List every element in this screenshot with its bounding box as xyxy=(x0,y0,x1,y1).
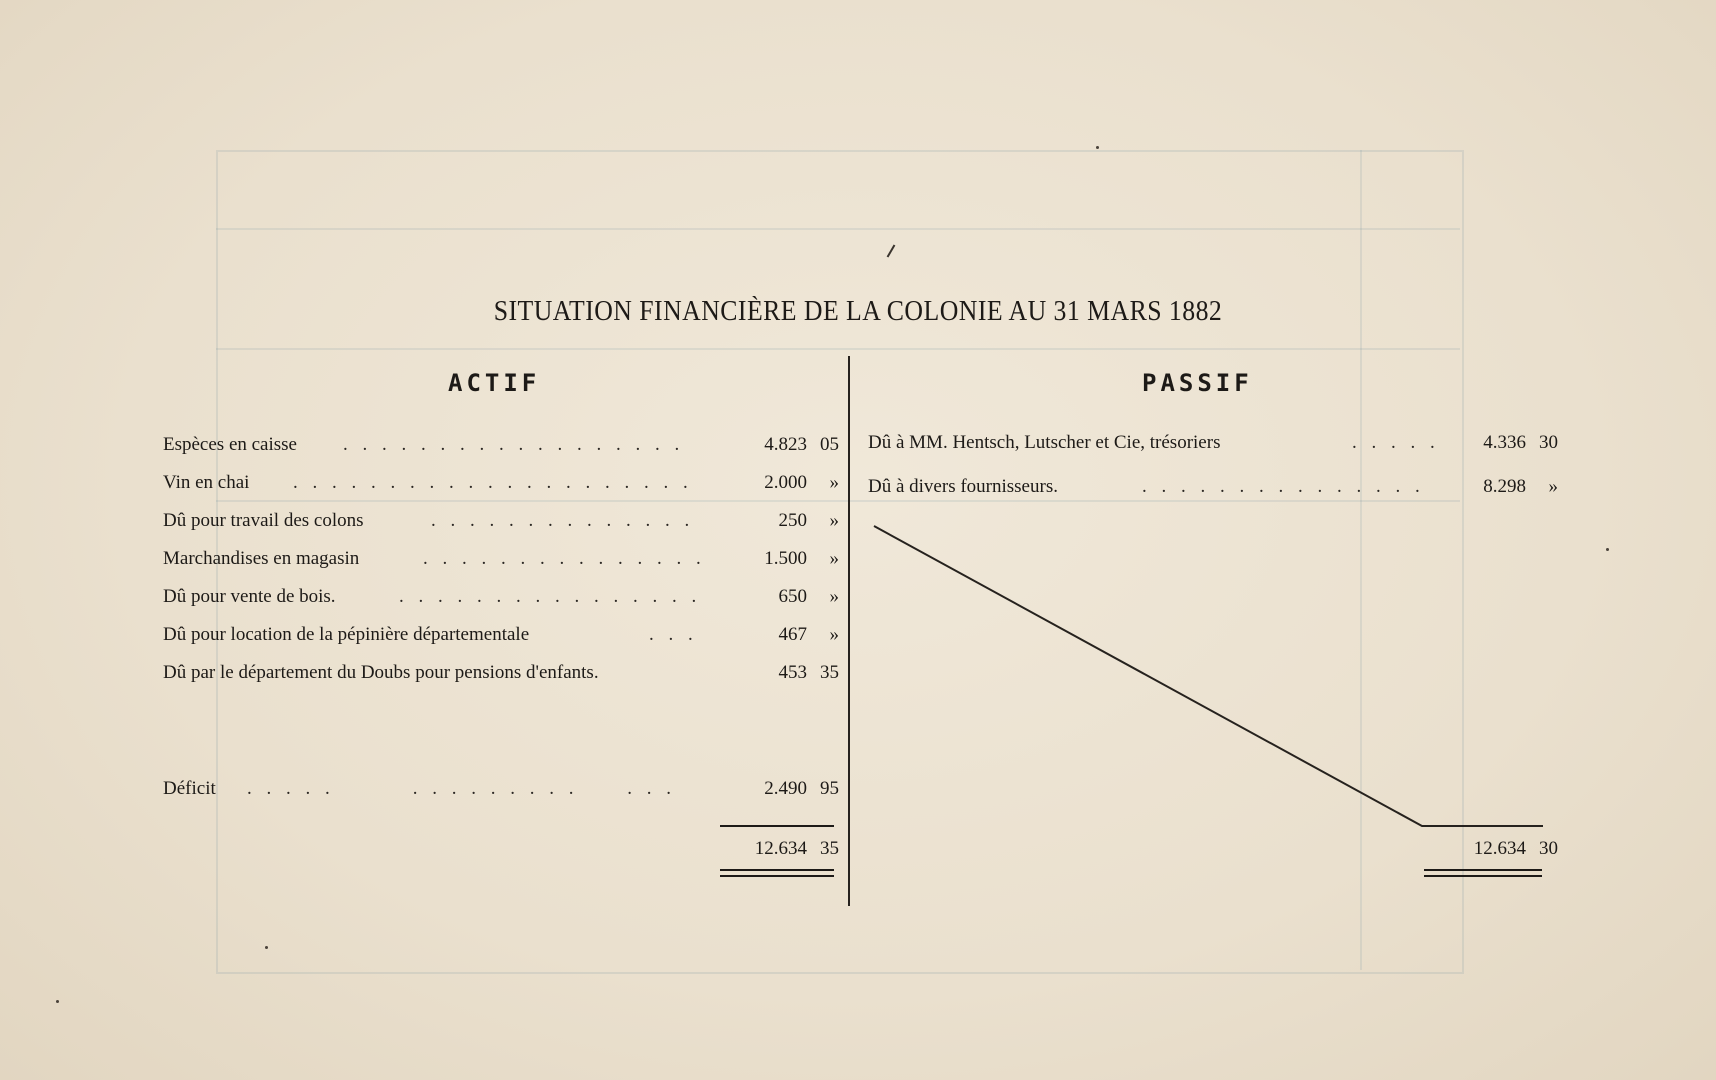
leader-dots: . . . xyxy=(649,624,698,645)
passif-heading: PASSIF xyxy=(1142,369,1253,397)
deficit-label: Déficit xyxy=(163,778,216,799)
row-label: Vin en chai xyxy=(163,472,250,493)
leader-dots: . . . . . . . . . . . . . . . xyxy=(423,548,706,569)
row-cents: » xyxy=(1548,476,1558,497)
row-amount: 467 xyxy=(778,624,807,645)
passif-total-cents: 30 xyxy=(1539,838,1558,859)
actif-total-cents: 35 xyxy=(820,838,839,859)
actif-total-amount: 12.634 xyxy=(754,838,807,859)
passif-total-double-rule xyxy=(1424,869,1542,871)
leader-dots: . . . . . . . . . . . . . . . . xyxy=(399,586,702,607)
leader-dots: . . . . . . . . . . . . . . . xyxy=(1142,476,1425,497)
row-amount: 453 xyxy=(778,662,807,683)
row-cents: » xyxy=(829,510,839,531)
passif-total-amount: 12.634 xyxy=(1473,838,1526,859)
leader-dots: . . . . . . . . . . . . . . xyxy=(431,510,695,531)
row-label: Dû pour travail des colons xyxy=(163,510,364,531)
row-amount: 2.000 xyxy=(764,472,807,493)
row-label: Espèces en caisse xyxy=(163,434,297,455)
deficit-amount: 2.490 xyxy=(764,778,807,799)
row-amount: 8.298 xyxy=(1483,476,1526,497)
leader-dots: . . . . . . . . . . . . . . . . . . . . . xyxy=(293,472,693,493)
row-cents: 05 xyxy=(820,434,839,455)
row-amount: 1.500 xyxy=(764,548,807,569)
row-cents: 35 xyxy=(820,662,839,683)
actif-heading: ACTIF xyxy=(448,369,541,397)
row-cents: 30 xyxy=(1539,432,1558,453)
row-label: Dû à divers fournisseurs. xyxy=(868,476,1058,497)
row-cents: » xyxy=(829,624,839,645)
row-cents: » xyxy=(829,548,839,569)
row-amount: 650 xyxy=(778,586,807,607)
row-label: Marchandises en magasin xyxy=(163,548,360,569)
row-label: Dû par le département du Doubs pour pensions d'enfants. xyxy=(163,662,599,683)
row-label: Dû pour location de la pépinière départementale xyxy=(163,624,530,645)
leader-dots: . . . . . . . . . . . . . . . . . xyxy=(247,778,676,799)
row-label: Dû pour vente de bois. xyxy=(163,586,336,607)
row-amount: 250 xyxy=(778,510,807,531)
page-title: SITUATION FINANCIÈRE DE LA COLONIE AU 31 MARS 1882 xyxy=(493,296,1223,327)
leader-dots: . . . . . xyxy=(1352,432,1440,453)
row-amount: 4.823 xyxy=(764,434,807,455)
leader-dots: . . . . . . . . . . . . . . . . . . xyxy=(343,434,685,455)
passif-total-double-rule xyxy=(1424,875,1542,877)
row-cents: » xyxy=(829,472,839,493)
row-label: Dû à MM. Hentsch, Lutscher et Cie, trésoriers xyxy=(868,432,1221,453)
row-amount: 4.336 xyxy=(1483,432,1526,453)
row-cents: » xyxy=(829,586,839,607)
deficit-cents: 95 xyxy=(820,778,839,799)
